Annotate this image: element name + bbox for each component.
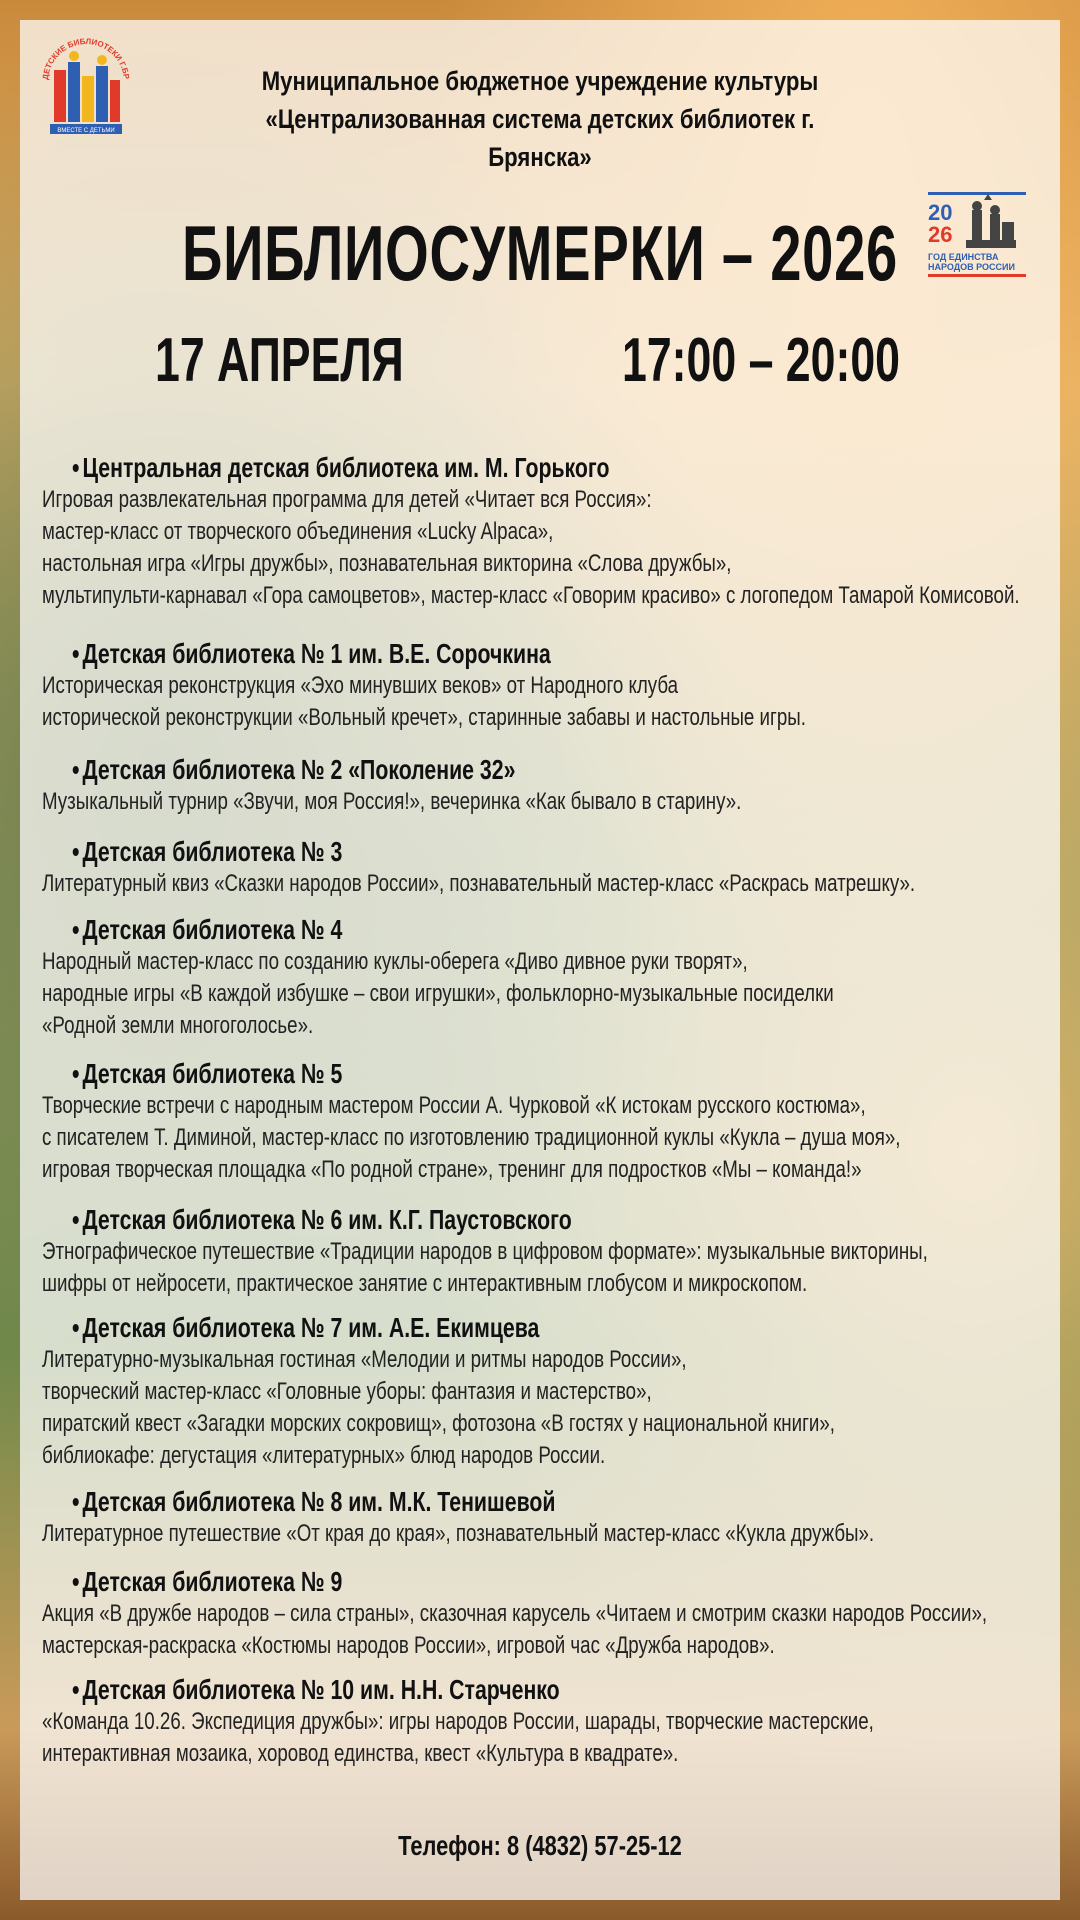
event-library-name: Детская библиотека № 8 им. М.К. Тенишевой	[82, 1486, 556, 1517]
bullet-icon: •	[72, 1058, 80, 1089]
bullet-icon: •	[72, 638, 80, 669]
event-description: Акция «В дружбе народов – сила страны», сказочная карусель «Читаем и смотрим сказки народов России», мастерская-раскраска «Костюмы народов России», игровой час «Дружба народов».	[42, 1600, 988, 1659]
event-library-name: Детская библиотека № 4	[82, 914, 343, 945]
event-description: Литературный квиз «Сказки народов России», познавательный мастер-класс «Раскрась матрешку».	[42, 870, 916, 897]
event-library-name: Детская библиотека № 6 им. К.Г. Паустовского	[82, 1204, 572, 1235]
bullet-icon: •	[72, 452, 80, 483]
org-line-2: «Централизованная система детских библиотек г. Брянска»	[265, 104, 815, 172]
bullet-icon: •	[72, 914, 80, 945]
event-description: Литературно-музыкальная гостиная «Мелодии и ритмы народов России», творческий мастер-класс «Головные уборы: фантазия и мастерство», пиратский квест «Загадки морских сокровищ», фотозона «В гостях у национальной книги», библиокафе: дегустация «литературных» блюд народов России.	[42, 1346, 835, 1469]
logo-year-top: 20	[928, 200, 953, 225]
logo-left-text: ДЕТСКИЕ БИБЛИОТЕКИ Г.БР	[41, 36, 131, 81]
bullet-icon: •	[72, 754, 80, 785]
event-item	[42, 452, 1062, 638]
logo-right-text-2: НАРОДОВ РОССИИ	[928, 262, 1015, 272]
logo-year-bottom: 26	[928, 222, 953, 247]
event-description: «Команда 10.26. Экспедиция дружбы»: игры народов России, шарады, творческие мастерские, интерактивная мозаика, хоровод единства, квест «Культура в квадрате».	[42, 1708, 874, 1767]
event-item	[42, 638, 1062, 754]
event-library-name: Детская библиотека № 5	[82, 1058, 343, 1089]
event-library-name: Детская библиотека № 10 им. Н.Н. Старченко	[82, 1674, 560, 1705]
event-library-name: Детская библиотека № 1 им. В.Е. Сорочкина	[82, 638, 551, 669]
event-item	[42, 1058, 1062, 1204]
event-item	[42, 1674, 1062, 1774]
event-item	[42, 1204, 1062, 1312]
event-library-name: Детская библиотека № 2 «Поколение 32»	[82, 754, 516, 785]
event-library-name: Детская библиотека № 3	[82, 836, 343, 867]
svg-text:ДЕТСКИЕ БИБЛИОТЕКИ Г.БРЯНСКА	[40, 36, 131, 80]
year-of-unity-logo	[926, 190, 1030, 284]
event-item	[42, 1486, 1062, 1566]
event-description: Этнографическое путешествие «Традиции народов в цифровом формате»: музыкальные викторины, шифры от нейросети, практическое занятие с интерактивным глобусом и микроскопом.	[42, 1238, 928, 1297]
logo-left-subtext: ВМЕСТЕ С ДЕТЬМИ	[57, 128, 115, 134]
event-date: 17 АПРЕЛЯ	[155, 326, 404, 395]
monument-icon	[966, 194, 1016, 248]
bullet-icon: •	[72, 1204, 80, 1235]
event-item	[42, 1566, 1062, 1674]
event-description: Игровая развлекательная программа для детей «Читает вся Россия»: мастер-класс от творческого объединения «Lucky Alpaca», настольная игра «Игры дружбы», познавательная викторина «Слова дружбы», мультипульти-карнавал «Гора самоцветов», мастер-класс «Говорим красиво» с логопедом Тамарой Комисовой.	[42, 486, 1020, 609]
event-time: 17:00 – 20:00	[622, 326, 900, 395]
event-library-name: Детская библиотека № 9	[82, 1566, 343, 1597]
bullet-icon: •	[72, 1566, 80, 1597]
event-item	[42, 754, 1062, 836]
event-library-name: Центральная детская библиотека им. М. Горького	[82, 452, 610, 483]
event-description: Народный мастер-класс по созданию куклы-оберега «Диво дивное руки творят», народные игры «В каждой избушке – свои игрушки», фольклорно-музыкальные посиделки «Родной земли многоголосье».	[42, 948, 834, 1039]
event-description: Творческие встречи с народным мастером России А. Чурковой «К истокам русского костюма», с писателем Т. Диминой, мастер-класс по изготовлению традиционной куклы «Кукла – душа моя», игровая творческая площадка «По родной стране», тренинг для подростков «Мы – команда!»	[42, 1092, 901, 1183]
event-item	[42, 914, 1062, 1058]
logo-right-text-1: ГОД ЕДИНСТВА	[928, 252, 999, 262]
bullet-icon: •	[72, 1312, 80, 1343]
bullet-icon: •	[72, 836, 80, 867]
contact-phone: Телефон: 8 (4832) 57-25-12	[398, 1830, 682, 1861]
event-description: Историческая реконструкция «Эхо минувших веков» от Народного клуба исторической реконструкции «Вольный кречет», старинные забавы и настольные игры.	[42, 672, 806, 731]
event-item	[42, 1312, 1062, 1486]
organization-name	[245, 62, 835, 176]
event-library-name: Детская библиотека № 7 им. А.Е. Екимцева	[82, 1312, 540, 1343]
event-description: Музыкальный турнир «Звучи, моя Россия!», вечеринка «Как бывало в старину».	[42, 788, 742, 815]
events-list	[42, 452, 1062, 1774]
org-line-1: Муниципальное бюджетное учреждение культуры	[261, 66, 819, 96]
event-title: БИБЛИОСУМЕРКИ – 2026	[181, 209, 899, 297]
children-libraries-logo	[40, 36, 132, 140]
bullet-icon: •	[72, 1674, 80, 1705]
bullet-icon: •	[72, 1486, 80, 1517]
event-item	[42, 836, 1062, 914]
event-description: Литературное путешествие «От края до края», познавательный мастер-класс «Кукла дружбы».	[42, 1520, 875, 1547]
